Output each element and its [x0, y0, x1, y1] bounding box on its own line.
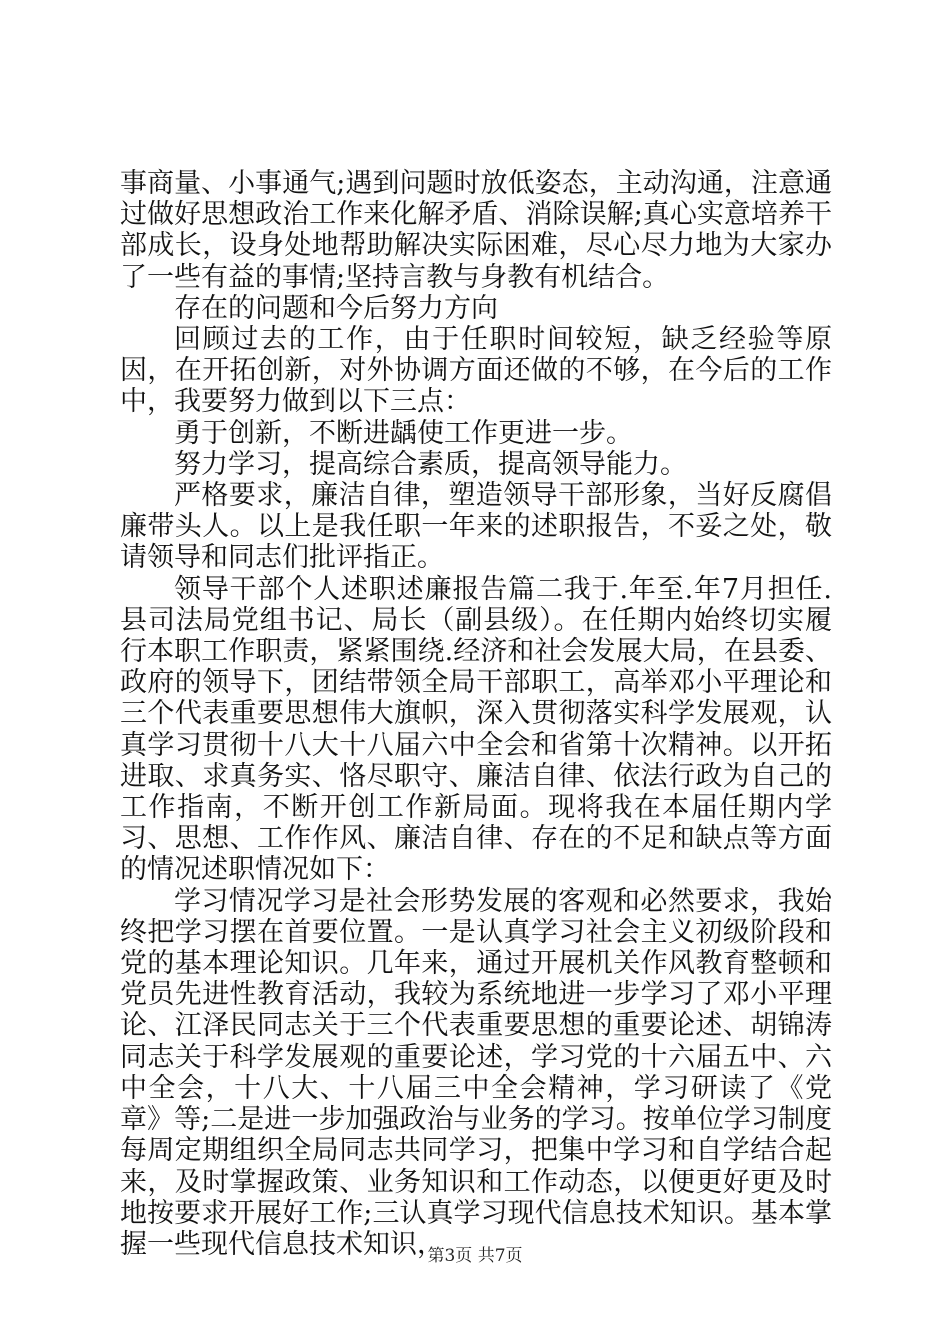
- paragraph-report-two: 领导干部个人述职述廉报告篇二我于.年至.年7月担任.县司法局党组书记、局长（副县级）。在任期内始终切实履行本职工作职责，紧紧围绕.经济和社会发展大局，在县委、政府的领导下，团结带领全局干部职工，高举邓小平理论和三个代表重要思想伟大旗帜，深入贯彻落实科学发展观，认真学习贯彻十八大十八届六中全会和省第十次精神。以开拓进取、求真务实、恪尽职守、廉洁自律、依法行政为自己的工作指南，不断开创工作新局面。现将我在本届任期内学习、思想、工作作风、廉洁自律、存在的不足和缺点等方面的情况述职情况如下：: [120, 573, 832, 886]
- paragraph-continuation: 事商量、小事通气;遇到问题时放低姿态，主动沟通，注意通过做好思想政治工作来化解矛盾、消除误解;真心实意培养干部成长，设身处地帮助解决实际困难，尽心尽力地为大家办了一些有益的事情;坚持言教与身教有机结合。: [120, 168, 832, 293]
- section-heading-problems: 存在的问题和今后努力方向: [174, 292, 498, 324]
- document-body: [120, 168, 832, 1260]
- page-footer: 第3页 共7页: [427, 1246, 523, 1266]
- paragraph-study: 学习情况学习是社会形势发展的客观和必然要求，我始终把学习摆在首要位置。一是认真学习社会主义初级阶段和党的基本理论知识。几年来，通过开展机关作风教育整顿和党员先进性教育活动，我较为系统地进一步学习了邓小平理论、江泽民同志关于三个代表重要思想的重要论述、胡锦涛同志关于科学发展观的重要论述，学习党的十六届五中、六中全会，十八大、十八届三中全会精神，学习研读了《党章》等;二是进一步加强政治与业务的学习。按单位学习制度每周定期组织全局同志共同学习，把集中学习和自学结合起来，及时掌握政策、业务知识和工作动态，以便更好更及时地按要求开展好工作;三认真学习现代信息技术知识。基本掌握一些现代信息技术知识，: [120, 885, 832, 1260]
- paragraph-point-1: 勇于创新，不断进龋使工作更进一步。: [174, 417, 633, 449]
- paragraph-point-2: 努力学习，提高综合素质，提高领导能力。: [174, 448, 687, 480]
- paragraph-point-3: 严格要求，廉洁自律，塑造领导干部形象，当好反腐倡廉带头人。以上是我任职一年来的述职报告，不妥之处，敬请领导和同志们批评指正。: [120, 480, 832, 574]
- paragraph-review: 回顾过去的工作，由于任职时间较短，缺乏经验等原因，在开拓创新，对外协调方面还做的不够，在今后的工作中，我要努力做到以下三点：: [120, 324, 832, 418]
